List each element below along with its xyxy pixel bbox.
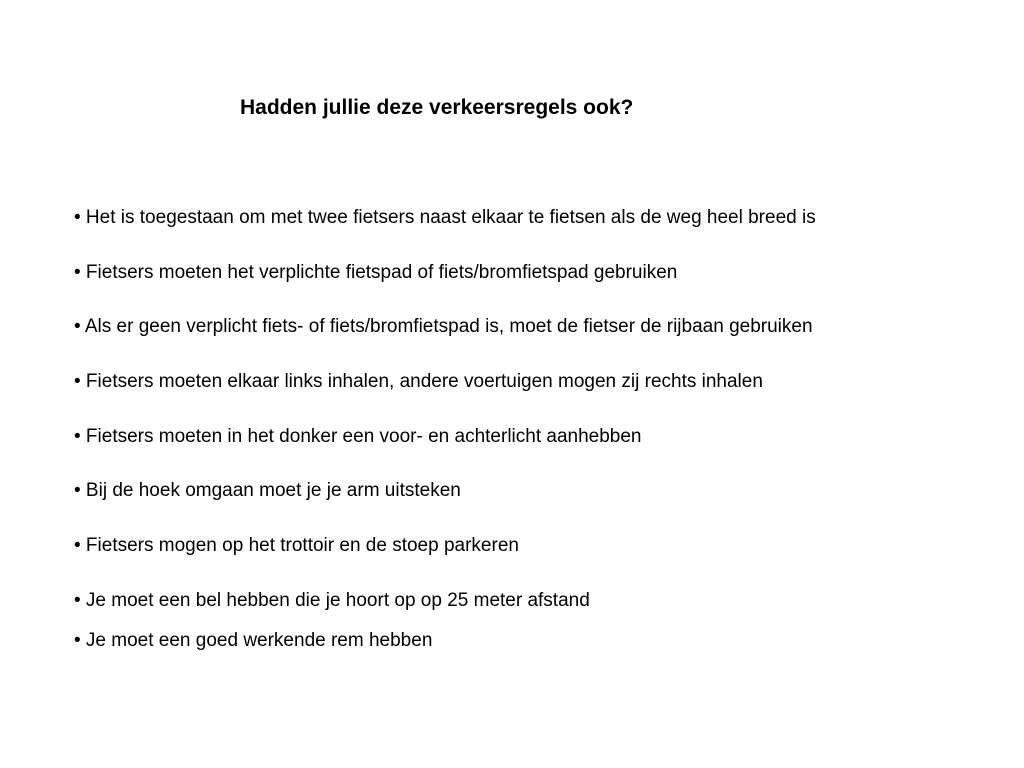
rule-item-7: • Fietsers mogen op het trottoir en de stoep parkeren	[74, 535, 519, 556]
rule-item-3: • Als er geen verplicht fiets- of fiets/bromfietspad is, moet de fietser de rijbaan gebruiken	[74, 316, 813, 337]
rule-item-9: • Je moet een goed werkende rem hebben	[74, 630, 433, 651]
rule-item-8: • Je moet een bel hebben die je hoort op op 25 meter afstand	[74, 590, 590, 611]
rule-item-4: • Fietsers moeten elkaar links inhalen, andere voertuigen mogen zij rechts inhalen	[74, 371, 763, 392]
rule-item-1: • Het is toegestaan om met twee fietsers naast elkaar te fietsen als de weg heel breed is	[74, 207, 816, 228]
rule-item-6: • Bij de hoek omgaan moet je je arm uitsteken	[74, 480, 461, 501]
rule-item-2: • Fietsers moeten het verplichte fietspad of fiets/bromfietspad gebruiken	[74, 262, 678, 283]
slide-title: Hadden jullie deze verkeersregels ook?	[240, 96, 634, 119]
rule-item-5: • Fietsers moeten in het donker een voor- en achterlicht aanhebben	[74, 426, 642, 447]
